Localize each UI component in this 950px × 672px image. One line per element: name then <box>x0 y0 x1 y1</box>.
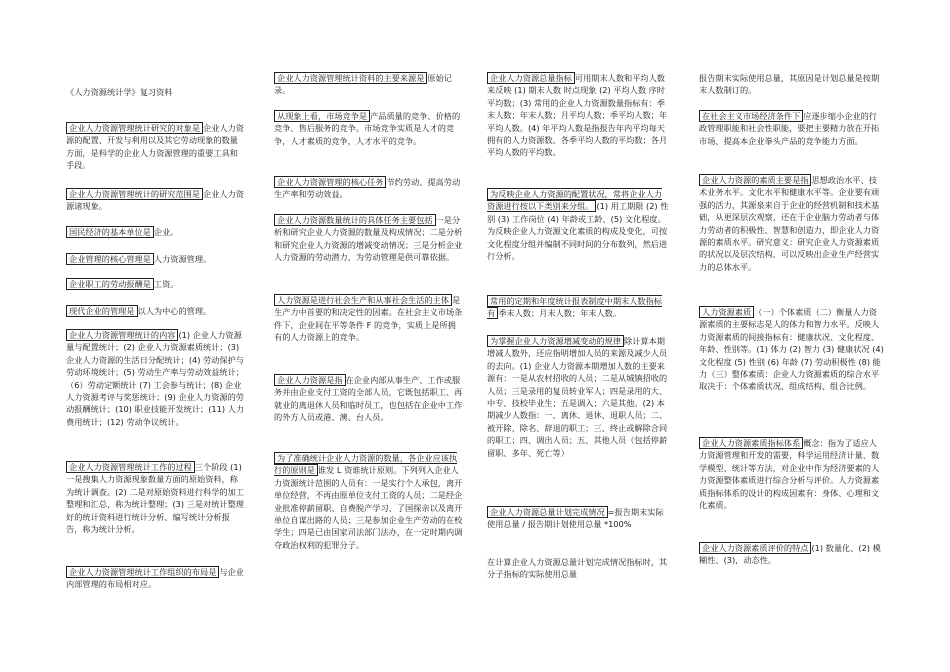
boxed-heading: 企业职工的劳动报酬是 <box>66 278 154 290</box>
boxed-heading: 从现象上看，市场竞争是 <box>274 110 370 122</box>
paragraph <box>699 110 885 147</box>
paragraph <box>274 176 464 201</box>
paragraph <box>487 506 669 531</box>
paragraph <box>66 566 244 591</box>
paragraph-text: 企业人力资源诸现象。 <box>66 189 244 212</box>
paragraph <box>66 305 244 317</box>
boxed-heading: 企业人力资源素质评价的特点 <box>699 542 811 554</box>
paragraph-text: 可用期末人数和平均人数来反映 (1) 期末人数 时点现象 (2) 平均人数 序时平均数；(3) 常用的企业人力资源数量指标有：季末人数；年末人数；月平均人数；季平均人数；年平均人数。(4) 年平均人数是指报告年内平均每天拥有的人力资源数。各季平均人数的平均数；各月平均人数的平均数。 <box>487 73 668 158</box>
paragraph <box>274 452 464 551</box>
boxed-heading: 为掌握企业人力资源增减变动的规律 <box>487 335 624 347</box>
boxed-heading: 常用的定期和年度统计报表制度中期末人数指标有 <box>487 296 662 319</box>
boxed-heading: 国民经济的基本单位是 <box>66 226 154 238</box>
boxed-heading: 企业人力资源管理的核心任务 <box>274 176 386 188</box>
paragraph <box>487 72 669 159</box>
paragraph-text: 报告期末实际使用总量，其原因是计划总量是按期末人数制订的。 <box>699 73 880 96</box>
paragraph-text: =报告期末实际使用总量 / 报告期计划使用总量 *100% <box>487 507 664 530</box>
boxed-heading: 企业人力资源总量计划完成情况 <box>487 506 608 518</box>
boxed-heading: 人力资源素质 <box>699 306 754 318</box>
paragraph-text: 人力资源管理。 <box>153 254 212 264</box>
paragraph <box>487 295 669 320</box>
paragraph <box>66 461 244 535</box>
paragraph <box>699 542 885 567</box>
paragraph <box>487 335 669 459</box>
paragraph <box>66 329 244 428</box>
paragraph <box>274 214 464 264</box>
boxed-heading: 现代企业的管理是 <box>66 305 138 317</box>
paragraph <box>66 253 244 265</box>
paragraph-text: 一是分析和研究企业人力资源的数量及构成情况；二是分析和研究企业人力资源的增减变动情况；三是分析企业人力资源的劳动潜力，为劳动管理是供可靠依据。 <box>274 215 463 263</box>
boxed-heading: 企业人力资源管理统计研究的对象是 <box>66 122 203 134</box>
paragraph-text: 概念：指为了适应人力资源管理和开发的需要，科学运用经济计量、数学模型、统计等方法，对企业中作为经济要素的人力资源整体素质进行综合分析与评价。人力资源素质指标体系的设计的构成因素有：身体、心理和文化素质。 <box>699 438 880 511</box>
boxed-heading: 为了准确统计企业人力资源的数量，各企业应该执行的原则是 <box>274 453 458 476</box>
paragraph-text: 与企业内部管理的布局相对应。 <box>66 567 244 590</box>
paragraph-text: 企业人力资源的配置、开发与利用以及其它劳动现象的数量方面，是科学的企业人力资源管理的重要工具和手段。 <box>66 123 244 171</box>
paragraph-text: 在计算企业人力资源总量计划完成情况指标时，其分子指标的实际使用总量 <box>487 557 668 580</box>
paragraph <box>699 72 885 97</box>
paragraph <box>66 226 244 238</box>
paragraph <box>66 188 244 213</box>
paragraph-text: (1) 用工期限 (2) 性别 (3) 工作岗位 (4) 年龄或工龄、(5) 文化程度。为反映企业人力资源文化素质的构成及变化，可按文化程度分组并编制不同时间的分布数列，然后进行分析。 <box>487 201 669 262</box>
paragraph-text: 三个阶段 (1) 一是搜集人力资源现象数量方面的原始资料，称为统计调查。(2) 二是对原始资料进行科学的加工整理和汇总，称为统计整理；(3) 三是对统计整理好的统计资料进行统计分析、编写统计分析报告，称为统计分析。 <box>66 462 244 535</box>
paragraph-text: 季末人数；月末人数；年末人数。 <box>498 308 622 319</box>
paragraph-text: 是生产力中首要的和决定性的因素。在社会主义市场条件下，企业间在平等条件 F 的竞争，实质上是所拥有的人力资源上的竞争。 <box>274 295 463 343</box>
paragraph-text: 应逐步缩小企业的行政管理职能和社会性职能，要把主要精力放在开拓市场、提高本企业拳头产品的竞争能力方面。 <box>699 111 880 146</box>
boxed-heading: 为反映企业人力资源的配置状况，常将企业人力资源进行按以下类别来分组。 <box>487 189 662 212</box>
boxed-heading: 人力资源是进行社会生产和从事社会生活的主体 <box>274 294 452 306</box>
paragraph <box>274 110 464 147</box>
paragraph-text: 节约劳动、提高劳动生产率和劳动效益。 <box>274 177 461 200</box>
boxed-heading: 企业人力资源素质指标体系 <box>699 437 803 449</box>
paragraph-text: （一）个体素质（二）衡量人力资源素质的主要标志是人的体力和智力水平。反映人力资源素质的间接指标有：健康状况、文化程度、年龄、性别等。(1) 体力 (2) 智力 (3) 健康状况 (4) 文化程度 (5) 性别 (6) 年龄 (7) 劳动积极性 (8) 能力（三）整体素质：企业人力资源素质的综合水平取决于：个体素质状况、组成结构、组合比例。 <box>699 307 884 392</box>
paragraph-text: 思想政治水平、技术业务水平。文化水平和健康水平等。企业要有顽强的活力，其源泉来自于企业的经营机制和技术基础，从更深层次观察，还在于企业脑力劳动者与体力劳动者的积极性、智慧和创造力，即企业人力资源的素质水平。研究意义：研究企业人力资源素质的状况以及层次结构，可以反映出企业生产经营实力的总体水平。 <box>699 175 880 272</box>
paragraph <box>66 122 244 172</box>
paragraph-text: 谁发 L 资谁统计原则。下列列入企业人力资源统计范围的人员有：一是实行个人承包，离开单位经营，不再由原单位支付工资的人员；二是经企业批准停薪留职、自费脱产学习、了国探亲以及离开单位自谋出路的人员；三是参加企业生产劳动的在校学生；四是已由国家司法部门法办，在一定时期内调夺政治权利的犯罪分子。 <box>274 465 463 550</box>
boxed-heading: 企业人力资源管理统计资料的主要来源是 <box>274 72 427 84</box>
boxed-heading: 企业人力资源管理统计的内容 <box>66 329 178 341</box>
paragraph-text: 原始记录。 <box>274 73 452 96</box>
paragraph <box>699 306 885 393</box>
boxed-heading: 企业人力资源管理统计工作组织的布局是 <box>66 566 219 578</box>
paragraph-text: 企业。 <box>153 227 179 237</box>
boxed-heading: 企业管理的核心管理是 <box>66 253 154 265</box>
paragraph-text: (1) 企业人力资源量与配置统计；(2) 企业人力资源素质统计；(3) 企业人力资源的生活日分配统计；(4) 劳动保护与劳动环境统计；(5) 劳动生产率与劳动效益统计；（6）劳动定额统计 (7) 工会参与统计；(8) 企业人力资源考评与奖惩统计；(9) 企业人力资源的劳动报酬统计；(10) 职业技能开发统计；(11) 人力费用统计；(12) 劳动争议统计。 <box>66 330 245 427</box>
boxed-heading: 企业人力资源数量统计的具体任务主要包括 <box>274 214 436 226</box>
paragraph-text: 产品质量的竞争、价格的竞争、售后服务的竞争。市场竞争实质是人才的竞争，人才素质的竞争，人才水平的竞争。 <box>274 111 461 146</box>
boxed-heading: 企业人力资源是指 <box>274 374 346 386</box>
boxed-heading: 在社会主义市场经济条件下 <box>699 110 803 122</box>
boxed-heading: 企业人力资源总量指标 <box>487 72 575 84</box>
paragraph <box>699 174 885 273</box>
paragraph-text: 在企业内部从事生产、工作或服务并由企业支付工资的全部人员，它既包括职工、再就业的离退休人员和临时员工，也包括在企业中工作的外方人员或港、澳、台人员。 <box>274 375 463 423</box>
paragraph-text: 除计算本期增减人数外，还应指明增加人员的来源及减少人员的去向。(1) 企业人力资源本期增加人数的主要来源有：一是从农村招收的人员；二是从城镇招收的人员；三是录用的复员转业军人；四是录用的大、中专、技校毕业生；五是调入；六是其他。(2) 本期减少人数指：一、离休、退休、退职人员；二、被开除、除名、辞退的职工；三、终止或解除合同的职工；四、调出人员；五、其他人员（包括停薪留职、多年、死亡等） <box>487 336 668 458</box>
paragraph-text: 以人为中心的管理。 <box>137 306 212 316</box>
paragraph-text: 《人力资源统计学》复习资料 <box>66 87 173 97</box>
paragraph <box>274 294 464 344</box>
paragraph-text: 工资。 <box>153 279 179 289</box>
paragraph <box>487 188 669 262</box>
boxed-heading: 企业人力资源的素质主要是指 <box>699 174 811 186</box>
paragraph <box>274 72 464 97</box>
boxed-heading: 企业人力资源管理统计的研究范围是 <box>66 188 203 200</box>
paragraph <box>274 374 464 424</box>
paragraph <box>699 437 885 511</box>
boxed-heading: 企业人力资源管理统计工作的过程 <box>66 461 195 473</box>
paragraph-text: (1) 数量化、(2) 模糊性、(3)，动态性。 <box>699 543 881 566</box>
paragraph <box>66 278 244 290</box>
paragraph <box>66 86 244 98</box>
paragraph <box>487 556 669 581</box>
